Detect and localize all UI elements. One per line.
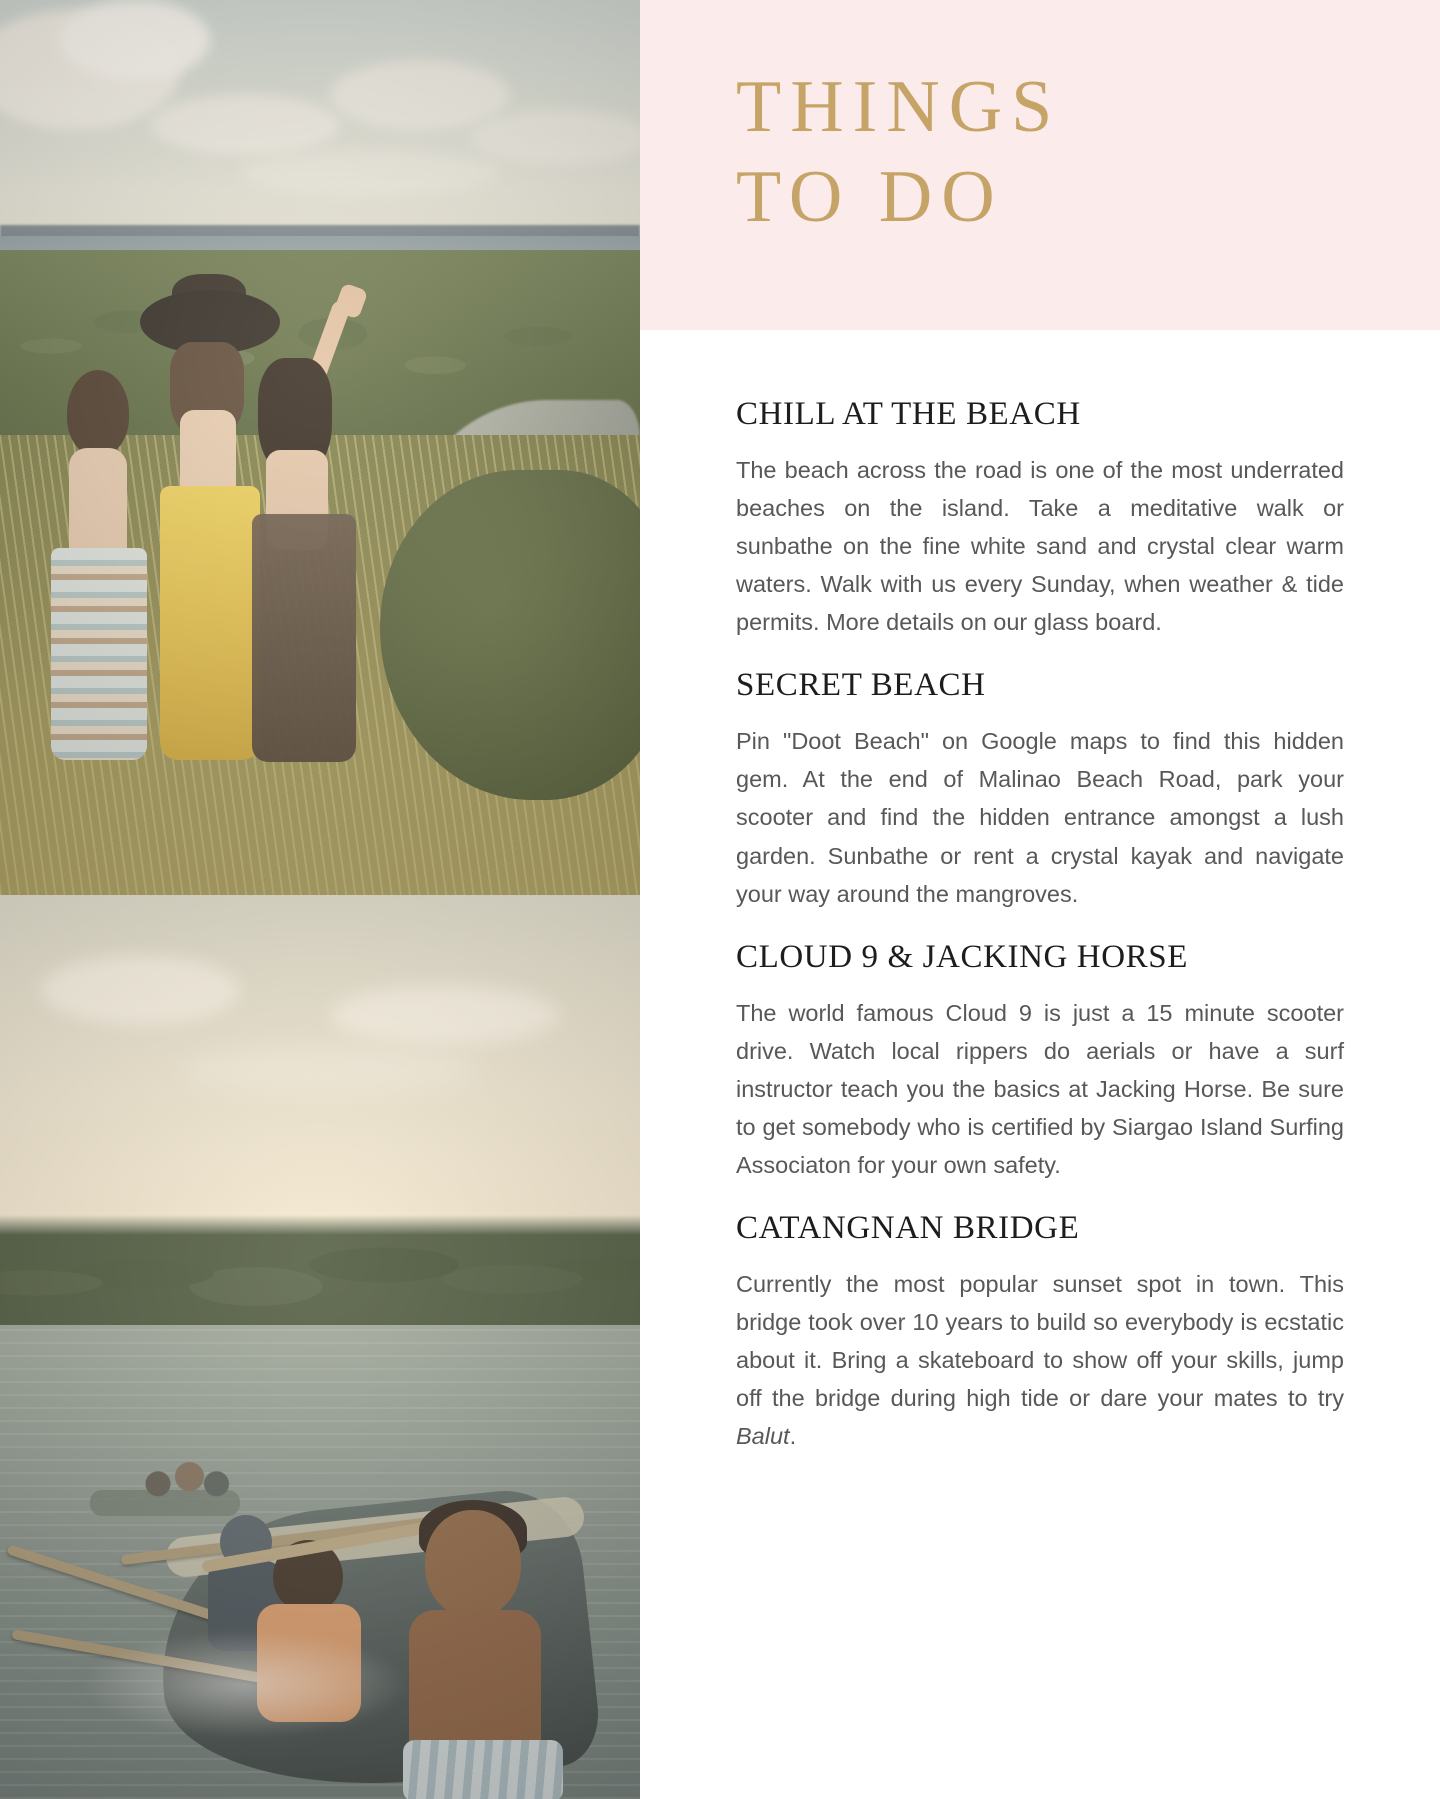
- cloud: [60, 0, 210, 80]
- section-catangnan-bridge: [736, 1210, 1344, 1455]
- section-body-text: Currently the most popular sunset spot in town. This bridge took over 10 years to build so everybody is ecstatic about it. Bring a skateboard to show off your skills, jump off the bridge during high tide or dare your mates to try: [736, 1270, 1344, 1412]
- section-body: Pin "Doot Beach" on Google maps to find this hidden gem. At the end of Malinao Beach Road, park your scooter and find the hidden entrance amongst a lush garden. Sunbathe or rent a crystal kayak and navigate your way around the mangroves.: [736, 728, 1344, 907]
- photo-column: [0, 0, 640, 1799]
- cloud: [330, 60, 510, 130]
- cloud: [150, 95, 340, 155]
- distant-paddlers: [140, 1455, 230, 1503]
- boy-smiling: [395, 1510, 575, 1799]
- page-title-line1: THINGS: [736, 66, 1062, 148]
- section-body: [736, 1265, 1344, 1455]
- cloud: [240, 150, 500, 195]
- page-title: [736, 62, 1440, 243]
- section-body-text-end: .: [789, 1423, 797, 1450]
- section-body: The world famous Cloud 9 is just a 15 minute scooter drive. Watch local rippers do aerials or have a surf instructor teach you the basics at Jacking Horse. Be sure to get somebody who is certified by Siargao Island Surfing Associaton for your own safety.: [736, 999, 1344, 1178]
- section-body: The beach across the road is one of the most underrated beaches on the island. Take a meditative walk or sunbathe on the fine white sand and crystal clear warm waters. Walk with us every Sunday, when weather & tide permits. More details on our glass board.: [736, 457, 1344, 636]
- page-title-line2: TO DO: [736, 156, 1004, 239]
- section-chill-at-the-beach: [736, 396, 1344, 641]
- cloud: [330, 985, 560, 1045]
- section-heading: CLOUD 9 & JACKING HORSE: [736, 938, 1188, 975]
- section-heading: SECRET BEACH: [736, 667, 986, 704]
- section-secret-beach: [736, 667, 1344, 912]
- section-body-italic-term: Balut: [736, 1423, 790, 1450]
- cloud: [180, 1045, 480, 1095]
- section-cloud-9-and-jacking-horse: [736, 939, 1344, 1184]
- text-column: [640, 0, 1440, 1799]
- section-heading: CHILL AT THE BEACH: [736, 396, 1081, 432]
- title-banner: [640, 0, 1440, 330]
- cloud: [40, 955, 240, 1025]
- cloud: [470, 110, 640, 165]
- sections-container: [640, 330, 1440, 1461]
- photo-outrigger-boat-in-mangroves: [0, 895, 640, 1799]
- woman-left: [45, 370, 155, 760]
- photo-three-women-overlooking-beach: [0, 0, 640, 895]
- section-heading: CATANGNAN BRIDGE: [736, 1209, 1080, 1246]
- woman-right-arm-raised: [242, 300, 392, 760]
- water-splash: [80, 1629, 410, 1739]
